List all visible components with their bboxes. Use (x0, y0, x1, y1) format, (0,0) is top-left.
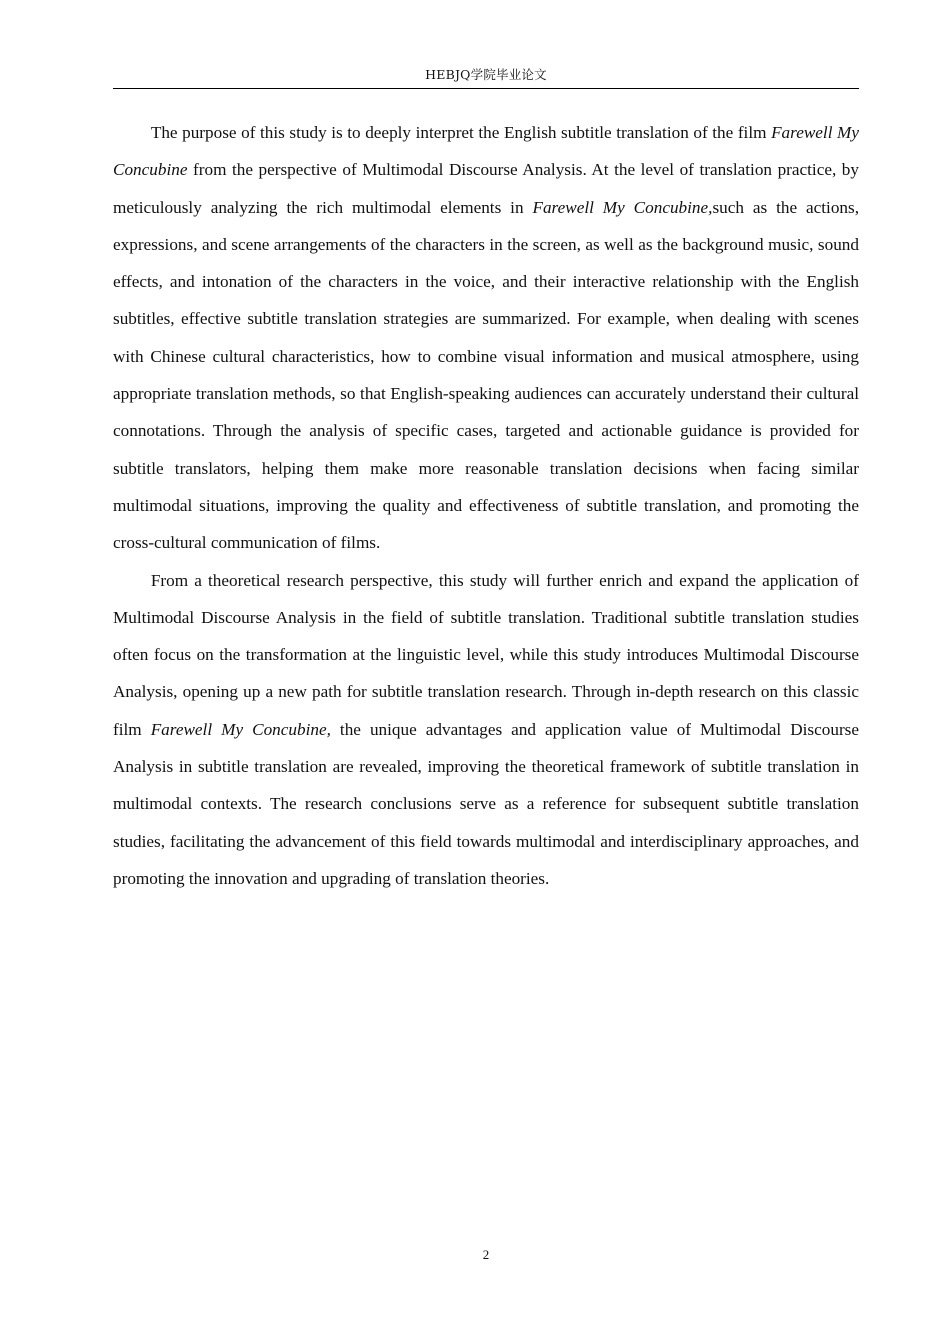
paragraph-purpose (113, 114, 859, 562)
paragraph-2-text-2: the unique advantages and application value of Multimodal Discourse Analysis in subtitle translation are revealed, improving the theoretical framework of subtitle translation in multimodal contexts. The research conclusions serve as a reference for subsequent subtitle translation studies, facilitating the advancement of this field towards multimodal and interdisciplinary approaches, and promoting the innovation and upgrading of translation theories. (113, 719, 859, 888)
body-text (113, 114, 859, 897)
page-number: 2 (482, 1247, 490, 1262)
paragraph-2-text-1: From a theoretical research perspective, this study will further enrich and expand the application of Multimodal Discourse Analysis in the field of subtitle translation. Traditional subtitle translation studies often focus on the transformation at the linguistic level, while this study introduces Multimodal Discourse Analysis, opening up a new path for subtitle translation research. Through in-depth research on this classic film (113, 570, 859, 739)
paragraph-theory (113, 562, 859, 898)
running-header: HEBJQ学院毕业论文 (425, 67, 547, 82)
paragraph-1-text-2: from the perspective of Multimodal Discourse Analysis. At the level of translation practice, by meticulously analyzing the rich multimodal elements in (113, 160, 859, 217)
paragraph-1-text-1: The purpose of this study is to deeply interpret the English subtitle translation of the film (150, 123, 772, 142)
film-title: Farewell My Concubine (113, 123, 859, 180)
film-title: Farewell My Concubine, (150, 719, 331, 739)
film-title: Farewell My Concubine, (532, 197, 713, 217)
header-divider (113, 88, 859, 89)
paragraph-1-text-3: such as the actions, expressions, and scene arrangements of the characters in the screen, as well as the background music, sound effects, and intonation of the characters in the voice, and their interactive relationship with the English subtitles, effective subtitle translation strategies are summarized. For example, when dealing with scenes with Chinese cultural characteristics, how to combine visual information and musical atmosphere, using appropriate translation methods, so that English-speaking audiences can accurately understand their cultural connotations. Through the analysis of specific cases, targeted and actionable guidance is provided for subtitle translators, helping them make more reasonable translation decisions when facing similar multimodal situations, improving the quality and effectiveness of subtitle translation, and promoting the cross-cultural communication of films. (113, 197, 859, 553)
